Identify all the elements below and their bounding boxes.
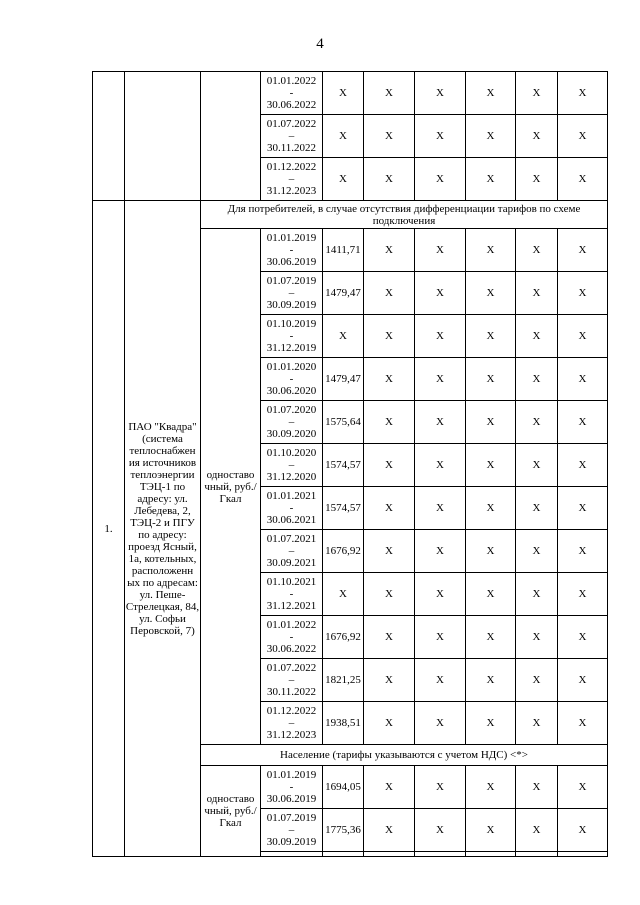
tariff-x-cell: X — [415, 315, 466, 358]
tariff-x-cell: X — [558, 809, 608, 852]
tariff-x-cell: X — [516, 315, 558, 358]
tariff-x-cell: X — [558, 702, 608, 745]
tariff-x-cell: X — [516, 229, 558, 272]
tariff-x-cell: X — [364, 487, 415, 530]
period-end: 30.06.2019 — [266, 256, 317, 268]
tariff-x-cell: X — [516, 530, 558, 573]
tariff-x-cell: X — [516, 72, 558, 115]
rate-type: одноставо чный, руб./Гкал — [201, 229, 261, 745]
tariff-x-cell: X — [415, 158, 466, 201]
tariff-x-cell: X — [364, 766, 415, 809]
tariff-value: 1574,57 — [323, 444, 364, 487]
tariff-x-cell: X — [364, 659, 415, 702]
period-cell — [261, 158, 323, 201]
tariff-x-cell: X — [466, 72, 516, 115]
tariff-x-cell: X — [466, 401, 516, 444]
tariff-x-cell: X — [415, 401, 466, 444]
tariff-x-cell: X — [516, 158, 558, 201]
empty-cell — [201, 72, 261, 201]
tariff-x-cell: X — [466, 659, 516, 702]
period-end: 30.06.2022 — [266, 643, 317, 655]
tariff-x-cell: X — [558, 766, 608, 809]
organization-name: ПАО "Квадра" (система теплоснабжен ия источников теплоэнергии ТЭЦ-1 по адресу: ул. Лебедева, 2, ТЭЦ-2 и ПГУ по адресу: проезд Ясный, 1а, котельных, расположенн ых по адресам: ул. Пеше-Стрелецкая, 84, ул. Софьи Перовской, 7) — [125, 201, 201, 857]
tariff-x-cell: X — [415, 115, 466, 158]
period-sep: – — [288, 416, 295, 428]
tariff-x-cell: X — [364, 444, 415, 487]
empty-cell — [364, 852, 415, 857]
tariff-x-cell: X — [364, 72, 415, 115]
period-sep: – — [288, 717, 295, 729]
period-cell — [261, 315, 323, 358]
period-sep: - — [289, 87, 294, 99]
tariff-x-cell: X — [558, 158, 608, 201]
tariff-x-cell: X — [415, 809, 466, 852]
section-header-row — [93, 201, 608, 229]
period-sep: – — [288, 130, 295, 142]
tariff-x-cell: X — [558, 358, 608, 401]
tariff-x-cell: X — [466, 272, 516, 315]
tariff-x-cell: X — [516, 358, 558, 401]
period-end: 30.06.2020 — [266, 385, 317, 397]
tariff-x-cell: X — [364, 272, 415, 315]
tariff-value: 1676,92 — [323, 616, 364, 659]
tariff-value: 1479,47 — [323, 358, 364, 401]
tariff-x-cell: X — [415, 229, 466, 272]
tariff-value: X — [323, 158, 364, 201]
period-cell — [261, 809, 323, 852]
tariff-value: X — [323, 573, 364, 616]
tariff-x-cell: X — [558, 616, 608, 659]
tariff-x-cell: X — [466, 530, 516, 573]
period-end: 31.12.2023 — [266, 729, 317, 741]
period-start: 01.07.2021 — [266, 533, 317, 545]
empty-cell — [93, 72, 125, 201]
empty-cell — [466, 852, 516, 857]
tariff-x-cell: X — [558, 487, 608, 530]
page-number: 4 — [316, 36, 324, 52]
tariff-x-cell: X — [558, 229, 608, 272]
period-start: 01.07.2020 — [266, 404, 317, 416]
tariff-x-cell: X — [516, 766, 558, 809]
period-cell — [261, 115, 323, 158]
tariff-value: 1938,51 — [323, 702, 364, 745]
period-sep: – — [288, 287, 295, 299]
period-start: 01.01.2022 — [266, 619, 317, 631]
tariff-value: 1821,25 — [323, 659, 364, 702]
tariff-x-cell: X — [466, 702, 516, 745]
tariff-x-cell: X — [466, 229, 516, 272]
tariff-value: 1479,47 — [323, 272, 364, 315]
period-cell — [261, 530, 323, 573]
tariff-x-cell: X — [364, 229, 415, 272]
tariff-x-cell: X — [364, 702, 415, 745]
row-index: 1. — [93, 201, 125, 857]
period-cell — [261, 401, 323, 444]
period-start: 01.01.2020 — [266, 361, 317, 373]
table-row — [93, 72, 608, 115]
rate-type: одноставо чный, руб./Гкал — [201, 766, 261, 857]
tariff-x-cell: X — [516, 616, 558, 659]
period-end: 30.09.2019 — [266, 299, 317, 311]
period-start: 01.07.2019 — [266, 275, 317, 287]
tariff-value: 1411,71 — [323, 229, 364, 272]
tariff-x-cell: X — [558, 573, 608, 616]
section-title: Население (тарифы указываются с учетом НДС) <*> — [201, 745, 608, 766]
tariff-x-cell: X — [364, 158, 415, 201]
period-end: 30.09.2020 — [266, 428, 317, 440]
tariff-x-cell: X — [415, 573, 466, 616]
period-cell — [261, 72, 323, 115]
tariff-x-cell: X — [558, 115, 608, 158]
tariff-x-cell: X — [558, 530, 608, 573]
period-start: 01.01.2019 — [266, 769, 317, 781]
tariff-x-cell: X — [415, 702, 466, 745]
period-sep: – — [288, 173, 295, 185]
period-start: 01.01.2019 — [266, 232, 317, 244]
period-cell — [261, 487, 323, 530]
tariff-x-cell: X — [364, 115, 415, 158]
period-start: 01.10.2020 — [266, 447, 317, 459]
tariff-x-cell: X — [364, 358, 415, 401]
period-sep: - — [289, 588, 294, 600]
tariff-x-cell: X — [466, 115, 516, 158]
period-cell — [261, 444, 323, 487]
period-cell — [261, 358, 323, 401]
tariff-value: X — [323, 72, 364, 115]
tariff-x-cell: X — [516, 272, 558, 315]
period-sep: – — [288, 824, 295, 836]
period-sep: - — [289, 502, 294, 514]
tariff-x-cell: X — [364, 573, 415, 616]
period-end: 30.11.2022 — [266, 142, 317, 154]
period-end: 30.09.2021 — [266, 557, 317, 569]
empty-cell — [558, 852, 608, 857]
period-end: 30.06.2021 — [266, 514, 317, 526]
empty-cell — [125, 72, 201, 201]
period-cell — [261, 702, 323, 745]
empty-cell — [415, 852, 466, 857]
tariff-value: 1694,05 — [323, 766, 364, 809]
tariff-x-cell: X — [415, 72, 466, 115]
period-start: 01.10.2019 — [266, 318, 317, 330]
period-sep: – — [288, 674, 295, 686]
tariff-x-cell: X — [466, 809, 516, 852]
period-sep: - — [289, 373, 294, 385]
tariff-x-cell: X — [558, 72, 608, 115]
tariff-x-cell: X — [415, 766, 466, 809]
empty-cell — [261, 852, 323, 857]
tariff-x-cell: X — [415, 616, 466, 659]
tariff-x-cell: X — [466, 358, 516, 401]
period-start: 01.12.2022 — [266, 161, 317, 173]
period-end: 31.12.2023 — [266, 185, 317, 197]
tariff-x-cell: X — [364, 401, 415, 444]
empty-cell — [516, 852, 558, 857]
tariff-x-cell: X — [364, 530, 415, 573]
empty-cell — [323, 852, 364, 857]
period-start: 01.07.2022 — [266, 118, 317, 130]
period-end: 31.12.2020 — [266, 471, 317, 483]
period-cell — [261, 659, 323, 702]
period-sep: – — [288, 545, 295, 557]
tariff-x-cell: X — [558, 659, 608, 702]
tariff-x-cell: X — [364, 315, 415, 358]
tariff-x-cell: X — [516, 659, 558, 702]
section-title: Для потребителей, в случае отсутствия дифференциации тарифов по схеме подключения — [201, 201, 608, 229]
tariff-x-cell: X — [558, 272, 608, 315]
tariff-x-cell: X — [558, 315, 608, 358]
period-start: 01.01.2021 — [266, 490, 317, 502]
tariff-x-cell: X — [415, 272, 466, 315]
tariff-value: 1575,64 — [323, 401, 364, 444]
tariff-x-cell: X — [466, 158, 516, 201]
tariff-x-cell: X — [516, 702, 558, 745]
tariff-x-cell: X — [516, 487, 558, 530]
tariff-value: 1775,36 — [323, 809, 364, 852]
tariff-x-cell: X — [364, 809, 415, 852]
tariff-x-cell: X — [466, 616, 516, 659]
tariff-x-cell: X — [415, 358, 466, 401]
tariff-value: 1676,92 — [323, 530, 364, 573]
tariff-x-cell: X — [516, 809, 558, 852]
tariff-x-cell: X — [466, 487, 516, 530]
period-cell — [261, 616, 323, 659]
tariff-x-cell: X — [364, 616, 415, 659]
tariff-x-cell: X — [516, 444, 558, 487]
period-cell — [261, 766, 323, 809]
period-end: 30.11.2022 — [266, 686, 317, 698]
tariff-x-cell: X — [516, 115, 558, 158]
period-end: 30.06.2022 — [266, 99, 317, 111]
tariff-x-cell: X — [516, 573, 558, 616]
period-start: 01.12.2022 — [266, 705, 317, 717]
tariff-x-cell: X — [466, 573, 516, 616]
period-start: 01.01.2022 — [266, 75, 317, 87]
tariff-value: X — [323, 115, 364, 158]
tariff-table — [92, 71, 608, 857]
period-cell — [261, 229, 323, 272]
tariff-x-cell: X — [466, 444, 516, 487]
period-end: 30.06.2019 — [266, 793, 317, 805]
period-sep: - — [289, 781, 294, 793]
period-end: 31.12.2021 — [266, 600, 317, 612]
period-cell — [261, 573, 323, 616]
tariff-x-cell: X — [466, 315, 516, 358]
tariff-x-cell: X — [415, 444, 466, 487]
tariff-x-cell: X — [415, 659, 466, 702]
tariff-x-cell: X — [415, 530, 466, 573]
tariff-x-cell: X — [415, 487, 466, 530]
period-start: 01.07.2022 — [266, 662, 317, 674]
period-sep: - — [289, 244, 294, 256]
period-sep: - — [289, 330, 294, 342]
period-end: 30.09.2019 — [266, 836, 317, 848]
period-end: 31.12.2019 — [266, 342, 317, 354]
period-start: 01.07.2019 — [266, 812, 317, 824]
period-sep: - — [289, 631, 294, 643]
period-sep: – — [288, 459, 295, 471]
period-start: 01.10.2021 — [266, 576, 317, 588]
tariff-x-cell: X — [466, 766, 516, 809]
tariff-x-cell: X — [516, 401, 558, 444]
period-cell — [261, 272, 323, 315]
tariff-value: X — [323, 315, 364, 358]
tariff-x-cell: X — [558, 401, 608, 444]
tariff-x-cell: X — [558, 444, 608, 487]
tariff-value: 1574,57 — [323, 487, 364, 530]
